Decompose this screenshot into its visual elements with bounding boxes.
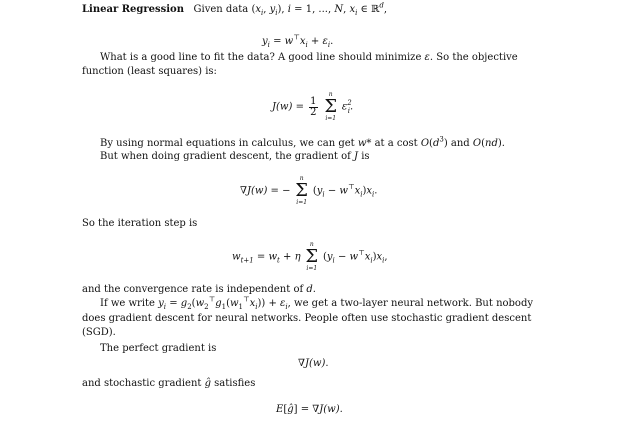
paragraph-4: and the convergence rate is independent of d.: [82, 284, 316, 295]
equation-gradient: ∇J(w) = − n Σ i=1 $(y_i - w^⊤x_i)x_i$.: [240, 175, 378, 206]
intro-text: Given data ($x_i$, $y_i$), i = 1, ..., N, $x_i$ ∈ ℝ$^d$,: [193, 1, 388, 17]
paragraph-5-line-2: does gradient descent for neural networks. People often use stochastic gradient descent: [82, 313, 532, 324]
paragraph-2-line-1: By using normal equations in calculus, we can get w* at a cost $O(d^3)$ and O(nd).: [100, 135, 505, 149]
summation-symbol: n Σ i=1: [324, 91, 338, 122]
equation-objective: J(w) = $\frac{1}{2}$ n Σ i=1 $\varepsilon^2_i$.: [272, 91, 354, 122]
equation-stochastic-gradient: E[ĝ] = ∇J(w).: [276, 404, 343, 415]
equation-perfect-gradient: ∇J(w).: [298, 358, 329, 369]
paragraph-7: and stochastic gradient ĝ satisfies: [82, 378, 256, 389]
paragraph-1-line-2: function (least squares) is:: [82, 66, 217, 77]
paragraph-5-line-3: (SGD).: [82, 327, 116, 338]
paragraph-1-line-1: What is a good line to fit the data? A good line should minimize ε. So the objective: [100, 52, 518, 63]
summation-symbol: n Σ i=1: [295, 175, 309, 206]
paragraph-5-line-1: If we write $y_i = g_2(w_2^⊤g_1(w_1^⊤x_i)) + \varepsilon_i$, we get a two-layer neural network. But nobody: [100, 295, 533, 311]
equation-iteration: $w_{t+1} = w_t + \eta$ n Σ i=1 $(y_i - w^⊤x_i)x_i$,: [232, 241, 388, 272]
section-title: Linear Regression: [82, 4, 184, 15]
paragraph-2-line-2: But when doing gradient descent, the gradient of J is: [100, 151, 370, 162]
summation-symbol: n Σ i=1: [305, 241, 319, 272]
equation-model: $y_i = w^⊤x_i + \varepsilon_i$.: [262, 33, 334, 49]
paragraph-3: So the iteration step is: [82, 218, 198, 229]
heading-line: [82, 1, 388, 17]
fraction-one-half: $\frac{1}{2}$: [310, 95, 317, 118]
paragraph-6: The perfect gradient is: [100, 343, 217, 354]
